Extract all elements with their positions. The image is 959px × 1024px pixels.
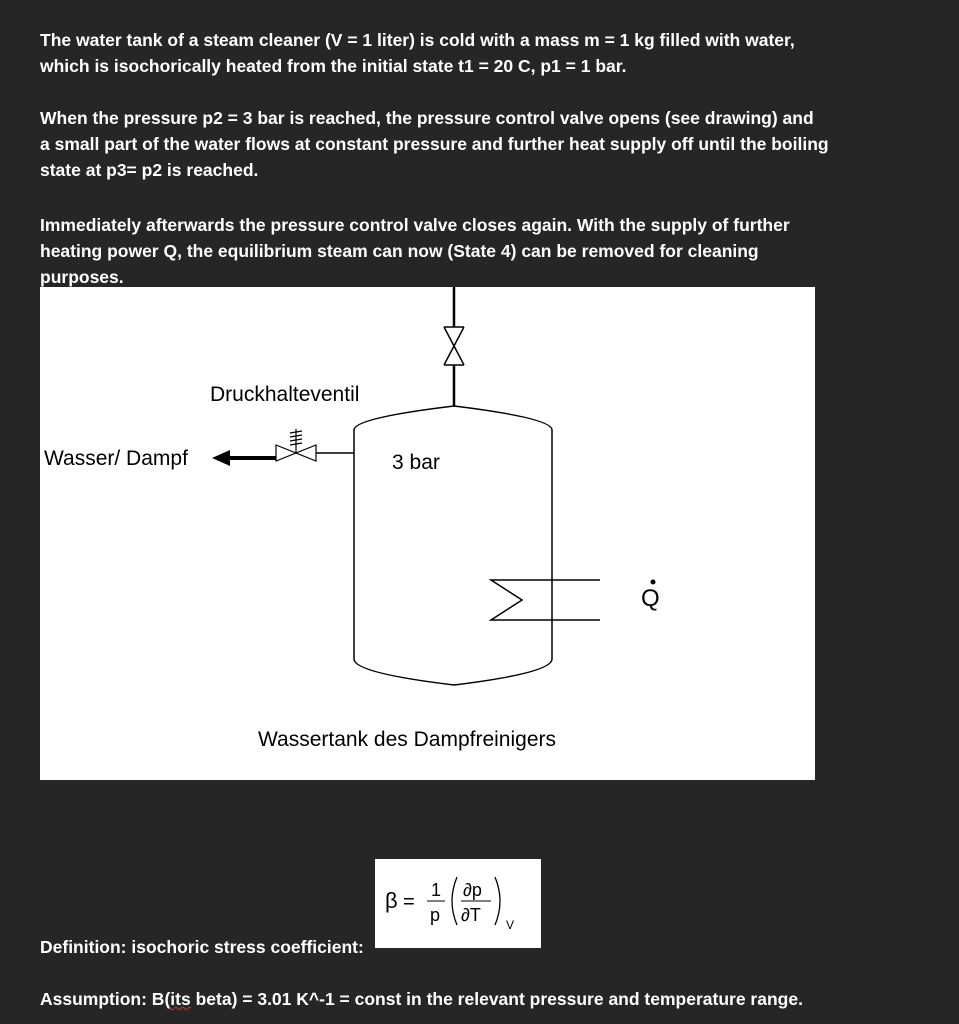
diagram-drawing bbox=[40, 287, 815, 780]
steam-cleaner-diagram bbox=[40, 287, 815, 780]
pressure-control-valve-icon bbox=[276, 429, 316, 461]
top-valve-icon bbox=[444, 327, 464, 365]
problem-paragraph-3 bbox=[40, 212, 900, 290]
problem-paragraph-2 bbox=[40, 105, 900, 183]
spellcheck-flagged-word: its bbox=[170, 989, 191, 1009]
outlet-arrow-head bbox=[212, 450, 230, 466]
formula-subscript: V bbox=[506, 918, 515, 932]
heat-flow-label: Q bbox=[641, 585, 660, 612]
formula-dT: ∂T bbox=[461, 905, 481, 925]
valve-label: Druckhalteventil bbox=[210, 383, 360, 406]
definition-text: Definition: isochoric stress coefficient: bbox=[40, 937, 364, 957]
problem-paragraph-1 bbox=[40, 27, 900, 79]
formula-equals: = bbox=[403, 891, 415, 913]
assumption-prefix: Assumption: B( bbox=[40, 989, 171, 1009]
paragraph-line: Immediately afterwards the pressure control valve closes again. With the supply of further bbox=[40, 215, 790, 235]
formula-numerator: 1 bbox=[431, 880, 442, 900]
paragraph-line: state at p3= p2 is reached. bbox=[40, 160, 259, 180]
paragraph-line: heating power Q, the equilibrium steam can now (State 4) can be removed for cleaning bbox=[40, 241, 759, 261]
formula-denominator: p bbox=[430, 905, 441, 925]
formula-dp: ∂p bbox=[463, 880, 482, 900]
pressure-label: 3 bar bbox=[392, 451, 440, 474]
heat-flow-dot bbox=[651, 580, 656, 585]
paragraph-line: The water tank of a steam cleaner (V = 1 liter) is cold with a mass m = 1 kg filled with water, bbox=[40, 30, 795, 50]
assumption-suffix: beta) = 3.01 K^-1 = const in the relevant pressure and temperature range. bbox=[190, 989, 803, 1009]
paragraph-line: a small part of the water flows at constant pressure and further heat supply off until the boiling bbox=[40, 134, 829, 154]
paragraph-line: which is isochorically heated from the initial state t1 = 20 C, p1 = 1 bar. bbox=[40, 56, 627, 76]
paragraph-line: When the pressure p2 = 3 bar is reached, the pressure control valve opens (see drawing) and bbox=[40, 108, 814, 128]
outlet-label: Wasser/ Dampf bbox=[44, 447, 188, 470]
tank-label: Wassertank des Dampfreinigers bbox=[258, 728, 556, 751]
water-tank bbox=[354, 406, 552, 685]
paragraph-line: purposes. bbox=[40, 267, 124, 287]
formula-beta: β bbox=[385, 888, 398, 913]
assumption-text bbox=[40, 986, 900, 1012]
